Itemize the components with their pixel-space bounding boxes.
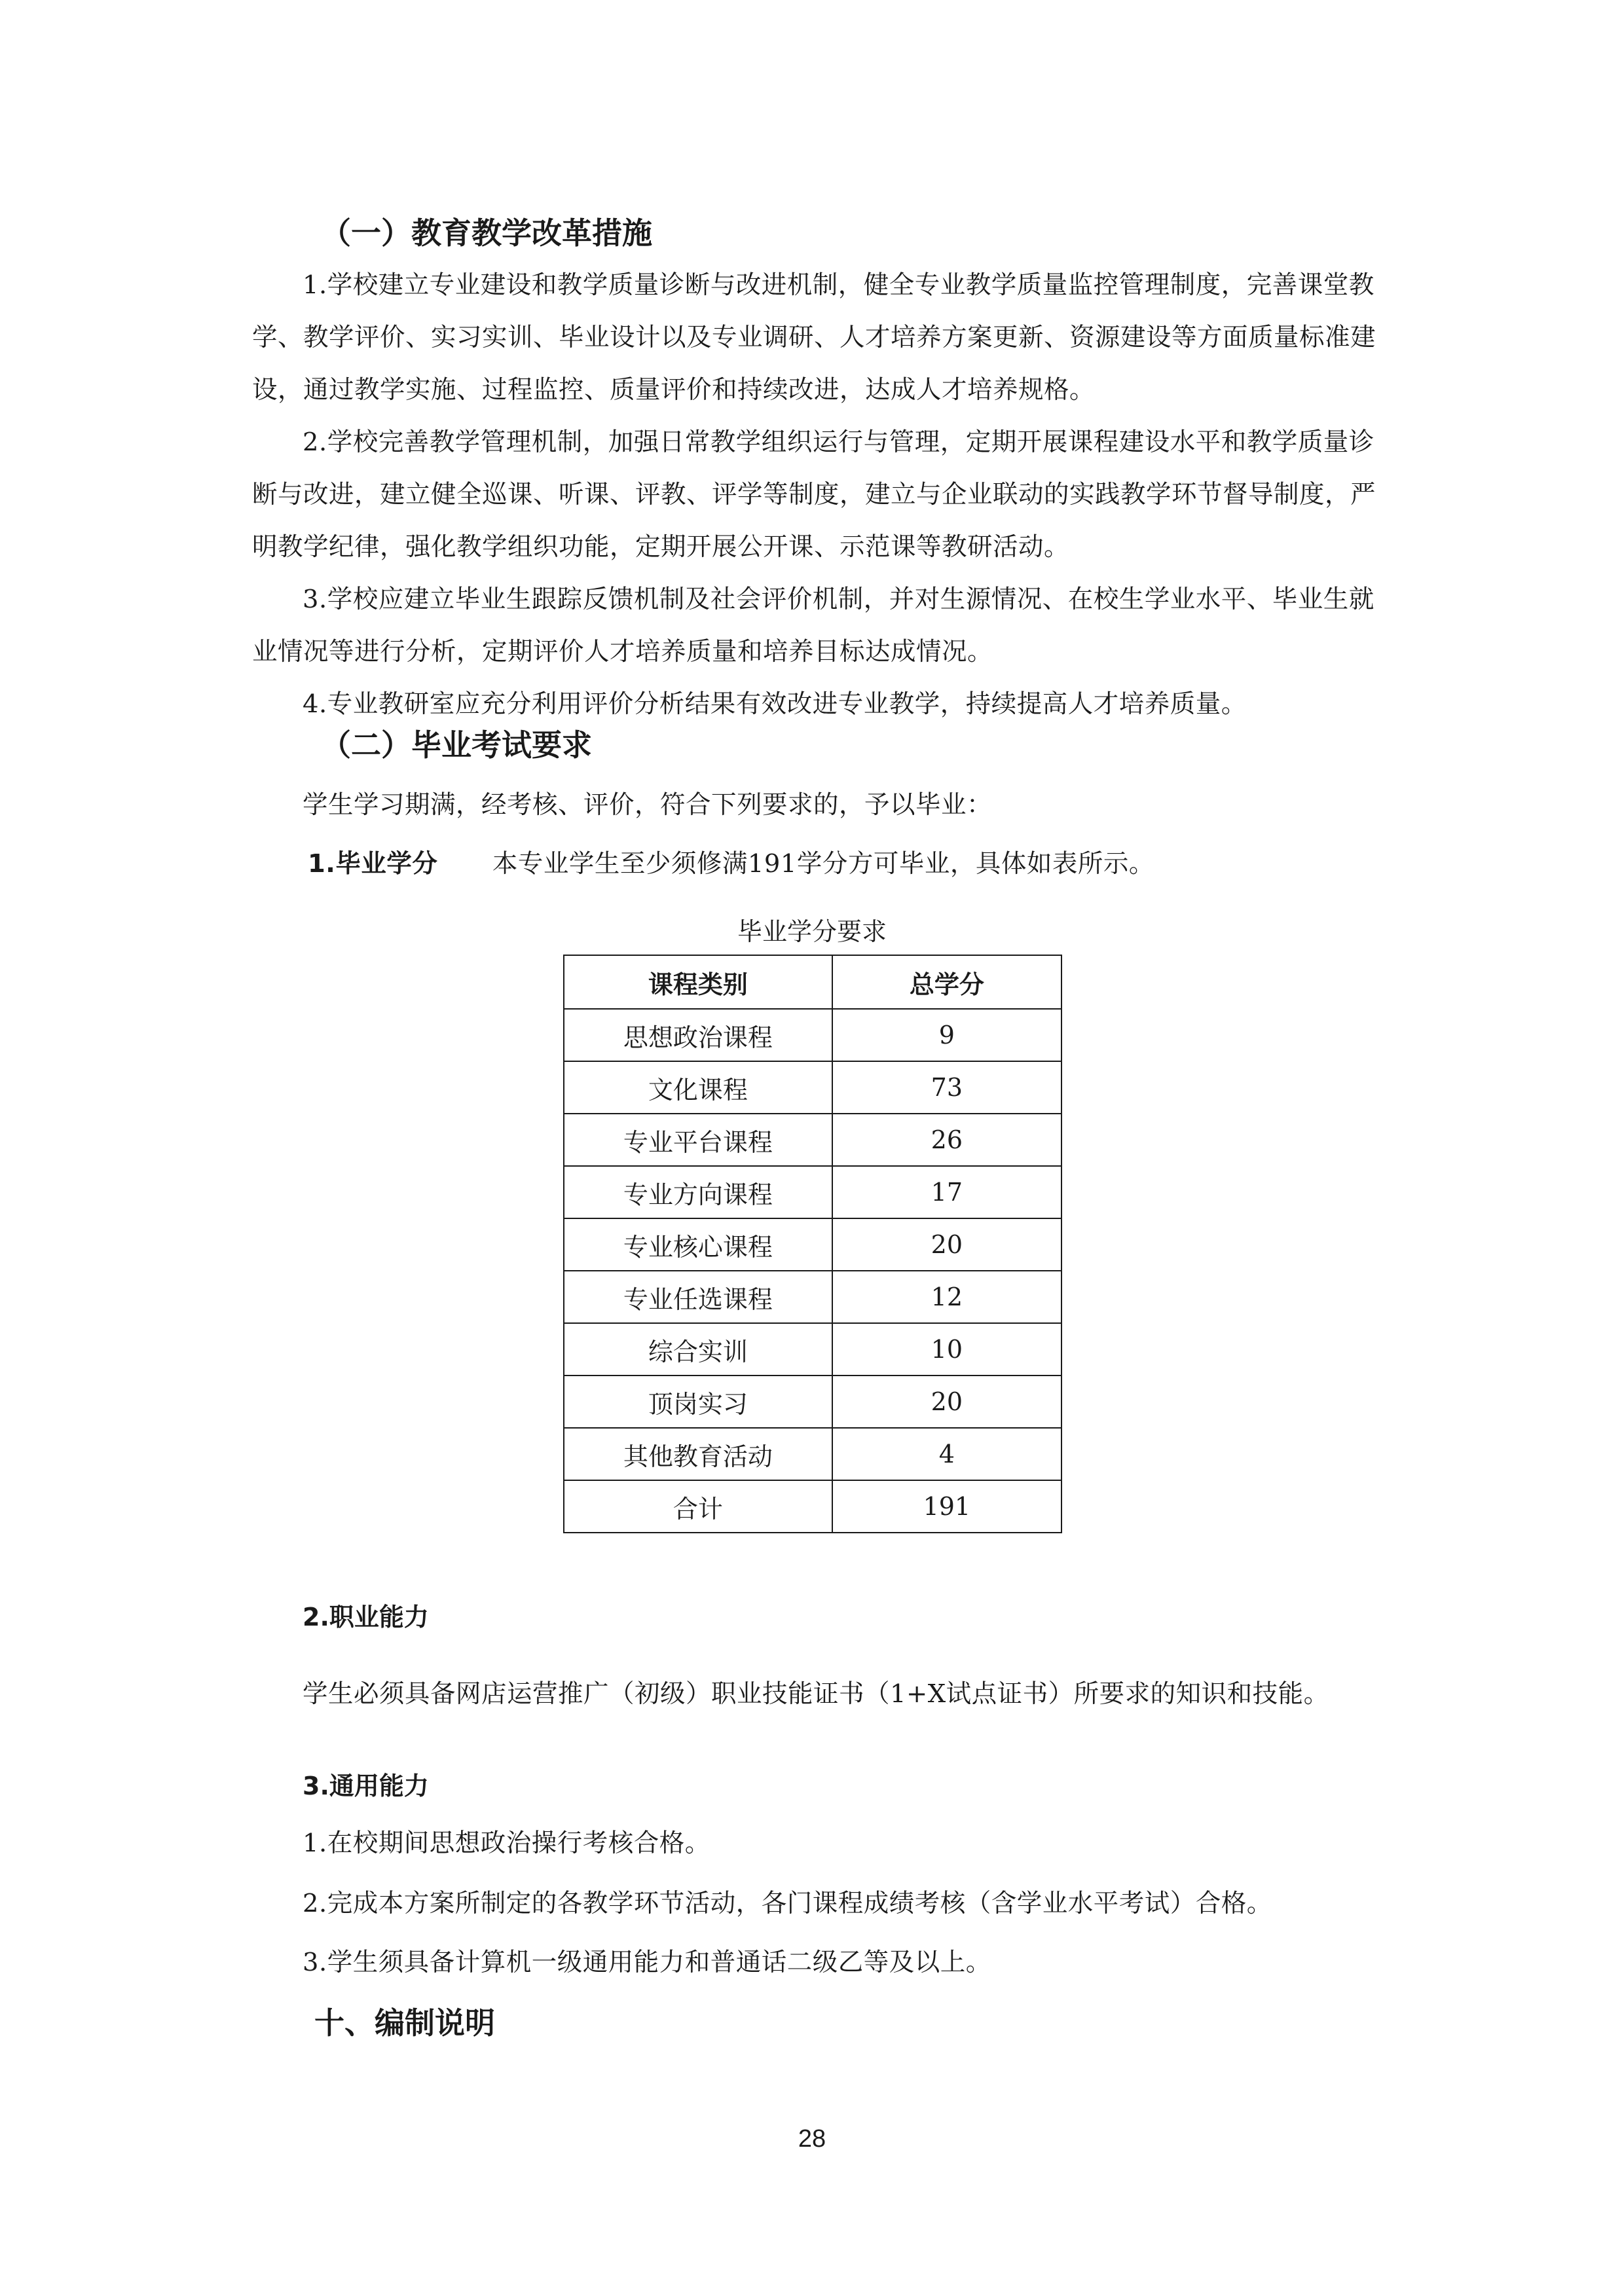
header-course-category: 课程类别: [564, 955, 832, 1009]
section-heading-reform: （一）教育教学改革措施: [321, 215, 652, 251]
course-category-cell: 文化课程: [564, 1061, 832, 1114]
vocational-heading: 2.职业能力: [303, 1603, 429, 1631]
course-category-cell: 合计: [564, 1480, 832, 1533]
credit-cell: 191: [832, 1480, 1061, 1533]
course-category-cell: 专业平台课程: [564, 1114, 832, 1166]
credit-cell: 73: [832, 1061, 1061, 1114]
course-category-cell: 思想政治课程: [564, 1009, 832, 1061]
general-item-1: 1.在校期间思想政治操行考核合格。: [303, 1829, 710, 1858]
general-item-3: 3.学生须具备计算机一级通用能力和普通话二级乙等及以上。: [303, 1948, 991, 1977]
table-row: [564, 1271, 1061, 1323]
paragraph-reform-1: 1.学校建立专业建设和教学质量诊断与改进机制，健全专业教学质量监控管理制度，完善课堂教学、教学评价、实习实训、毕业设计以及专业调研、人才培养方案更新、资源建设等方面质量标准建设，通过教学实施、过程监控、质量评价和持续改进，达成人才培养规格。: [252, 270, 1376, 405]
table-row-total: [564, 1480, 1061, 1533]
table-caption: 毕业学分要求: [737, 917, 887, 946]
credit-requirement-line: [308, 846, 1154, 883]
graduation-intro: 学生学习期满，经考核、评价，符合下列要求的，予以毕业：: [303, 790, 993, 820]
course-category-cell: 专业方向课程: [564, 1166, 832, 1218]
table-row: [564, 1114, 1061, 1166]
course-category-cell: 专业核心课程: [564, 1218, 832, 1271]
credit-label: 1.毕业学分: [308, 849, 438, 879]
section-heading-graduation: （二）毕业考试要求: [321, 727, 592, 763]
credit-table: [563, 955, 1062, 1533]
table-row: [564, 1428, 1061, 1480]
table-row: [564, 1009, 1061, 1061]
course-category-cell: 顶岗实习: [564, 1376, 832, 1428]
paragraph-reform-2: 2.学校完善教学管理机制，加强日常教学组织运行与管理，定期开展课程建设水平和教学质量诊断与改进，建立健全巡课、听课、评教、评学等制度，建立与企业联动的实践教学环节督导制度，严明教学纪律，强化教学组织功能，定期开展公开课、示范课等教研活动。: [252, 428, 1376, 562]
page-number: 28: [798, 2125, 826, 2153]
credit-cell: 26: [832, 1114, 1061, 1166]
header-total-credits: 总学分: [832, 955, 1061, 1009]
table-row: [564, 1166, 1061, 1218]
credit-cell: 17: [832, 1166, 1061, 1218]
table-header-row: [564, 955, 1061, 1009]
general-heading: 3.通用能力: [303, 1772, 429, 1800]
credit-cell: 4: [832, 1428, 1061, 1480]
credit-cell: 9: [832, 1009, 1061, 1061]
credit-cell: 20: [832, 1218, 1061, 1271]
course-category-cell: 专业任选课程: [564, 1271, 832, 1323]
credit-cell: 20: [832, 1376, 1061, 1428]
course-category-cell: 综合实训: [564, 1323, 832, 1376]
table-row: [564, 1323, 1061, 1376]
credit-text: 本专业学生至少须修满191学分方可毕业，具体如表所示。: [492, 849, 1154, 879]
table-row: [564, 1376, 1061, 1428]
credit-cell: 10: [832, 1323, 1061, 1376]
credit-cell: 12: [832, 1271, 1061, 1323]
paragraph-reform-4: 4.专业教研室应充分利用评价分析结果有效改进专业教学，持续提高人才培养质量。: [303, 689, 1247, 719]
course-category-cell: 其他教育活动: [564, 1428, 832, 1480]
paragraph-reform-3: 3.学校应建立毕业生跟踪反馈机制及社会评价机制，并对生源情况、在校生学业水平、毕业生就业情况等进行分析，定期评价人才培养质量和培养目标达成情况。: [252, 585, 1375, 666]
section-heading-compilation: 十、编制说明: [314, 2005, 495, 2041]
vocational-text: 学生必须具备网店运营推广（初级）职业技能证书（1+X试点证书）所要求的知识和技能。: [303, 1679, 1329, 1709]
table-row: [564, 1218, 1061, 1271]
table-row: [564, 1061, 1061, 1114]
general-item-2: 2.完成本方案所制定的各教学环节活动，各门课程成绩考核（含学业水平考试）合格。: [303, 1889, 1272, 1918]
